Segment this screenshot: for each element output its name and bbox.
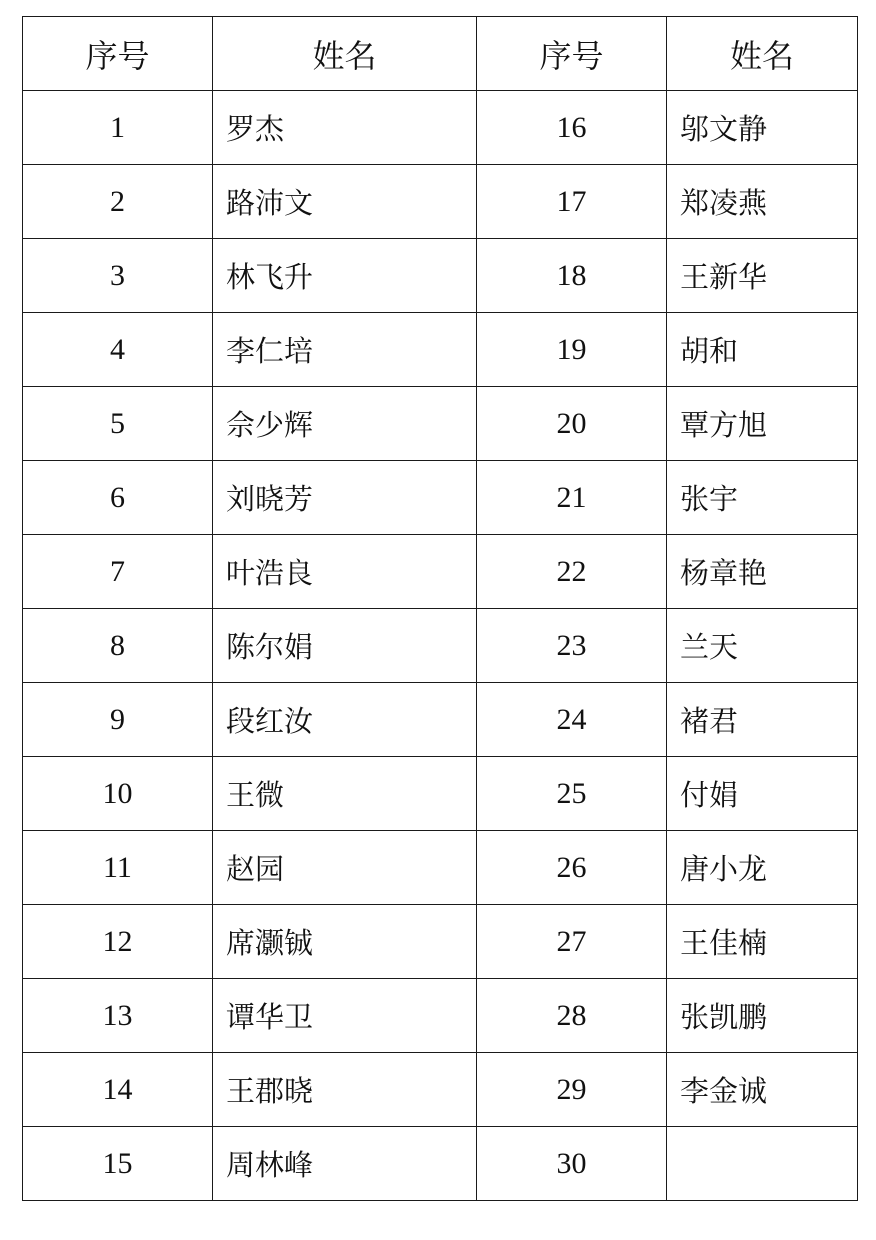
cell-name-left: 周林峰 <box>213 1127 477 1201</box>
cell-name-left: 席灏铖 <box>213 905 477 979</box>
cell-name-left: 段红汝 <box>213 683 477 757</box>
cell-name-left: 陈尔娟 <box>213 609 477 683</box>
cell-name-right: 覃方旭 <box>667 387 858 461</box>
cell-serial-right: 29 <box>477 1053 667 1127</box>
cell-name-right: 李金诚 <box>667 1053 858 1127</box>
table-row <box>23 979 858 1053</box>
cell-name-left: 路沛文 <box>213 165 477 239</box>
cell-serial-left: 6 <box>23 461 213 535</box>
cell-name-left: 谭华卫 <box>213 979 477 1053</box>
cell-serial-left: 8 <box>23 609 213 683</box>
cell-name-right: 郑凌燕 <box>667 165 858 239</box>
cell-serial-right: 27 <box>477 905 667 979</box>
cell-name-left: 王郡晓 <box>213 1053 477 1127</box>
table-row <box>23 683 858 757</box>
table-row <box>23 535 858 609</box>
header-serial-left: 序号 <box>23 17 213 91</box>
cell-serial-left: 2 <box>23 165 213 239</box>
cell-serial-right: 30 <box>477 1127 667 1201</box>
cell-serial-left: 12 <box>23 905 213 979</box>
table-row <box>23 387 858 461</box>
cell-name-right: 付娟 <box>667 757 858 831</box>
cell-serial-left: 11 <box>23 831 213 905</box>
table-row <box>23 831 858 905</box>
header-row <box>23 17 858 91</box>
cell-name-left: 林飞升 <box>213 239 477 313</box>
table-row <box>23 609 858 683</box>
cell-serial-left: 15 <box>23 1127 213 1201</box>
cell-serial-right: 21 <box>477 461 667 535</box>
header-serial-right: 序号 <box>477 17 667 91</box>
roster-table <box>22 16 858 1201</box>
cell-serial-right: 23 <box>477 609 667 683</box>
cell-name-right: 杨章艳 <box>667 535 858 609</box>
cell-name-right: 邬文静 <box>667 91 858 165</box>
cell-serial-left: 3 <box>23 239 213 313</box>
cell-name-right: 张宇 <box>667 461 858 535</box>
table-row <box>23 1053 858 1127</box>
header-name-right: 姓名 <box>667 17 858 91</box>
cell-serial-left: 10 <box>23 757 213 831</box>
table-row <box>23 313 858 387</box>
table-row <box>23 91 858 165</box>
table-row <box>23 905 858 979</box>
cell-name-right: 褚君 <box>667 683 858 757</box>
cell-name-left: 李仁培 <box>213 313 477 387</box>
table-row <box>23 461 858 535</box>
table-row <box>23 1127 858 1201</box>
cell-name-right: 胡和 <box>667 313 858 387</box>
cell-serial-left: 13 <box>23 979 213 1053</box>
cell-serial-left: 14 <box>23 1053 213 1127</box>
cell-name-left: 佘少辉 <box>213 387 477 461</box>
cell-serial-right: 20 <box>477 387 667 461</box>
cell-serial-right: 24 <box>477 683 667 757</box>
roster-table-body <box>23 91 858 1201</box>
cell-name-left: 刘晓芳 <box>213 461 477 535</box>
cell-name-left: 罗杰 <box>213 91 477 165</box>
cell-serial-left: 7 <box>23 535 213 609</box>
cell-serial-left: 4 <box>23 313 213 387</box>
roster-table-header <box>23 17 858 91</box>
cell-name-left: 赵园 <box>213 831 477 905</box>
cell-name-right: 王新华 <box>667 239 858 313</box>
cell-serial-right: 28 <box>477 979 667 1053</box>
roster-sheet <box>22 16 857 1201</box>
cell-serial-right: 16 <box>477 91 667 165</box>
cell-serial-right: 19 <box>477 313 667 387</box>
table-row <box>23 239 858 313</box>
cell-serial-right: 18 <box>477 239 667 313</box>
header-name-left: 姓名 <box>213 17 477 91</box>
cell-serial-left: 9 <box>23 683 213 757</box>
cell-serial-right: 22 <box>477 535 667 609</box>
cell-serial-right: 26 <box>477 831 667 905</box>
cell-name-left: 王微 <box>213 757 477 831</box>
table-row <box>23 165 858 239</box>
cell-name-right <box>667 1127 858 1201</box>
cell-serial-left: 5 <box>23 387 213 461</box>
cell-name-right: 张凯鹏 <box>667 979 858 1053</box>
cell-name-right: 兰天 <box>667 609 858 683</box>
cell-name-right: 王佳楠 <box>667 905 858 979</box>
cell-serial-left: 1 <box>23 91 213 165</box>
cell-name-left: 叶浩良 <box>213 535 477 609</box>
cell-serial-right: 25 <box>477 757 667 831</box>
cell-name-right: 唐小龙 <box>667 831 858 905</box>
table-row <box>23 757 858 831</box>
cell-serial-right: 17 <box>477 165 667 239</box>
